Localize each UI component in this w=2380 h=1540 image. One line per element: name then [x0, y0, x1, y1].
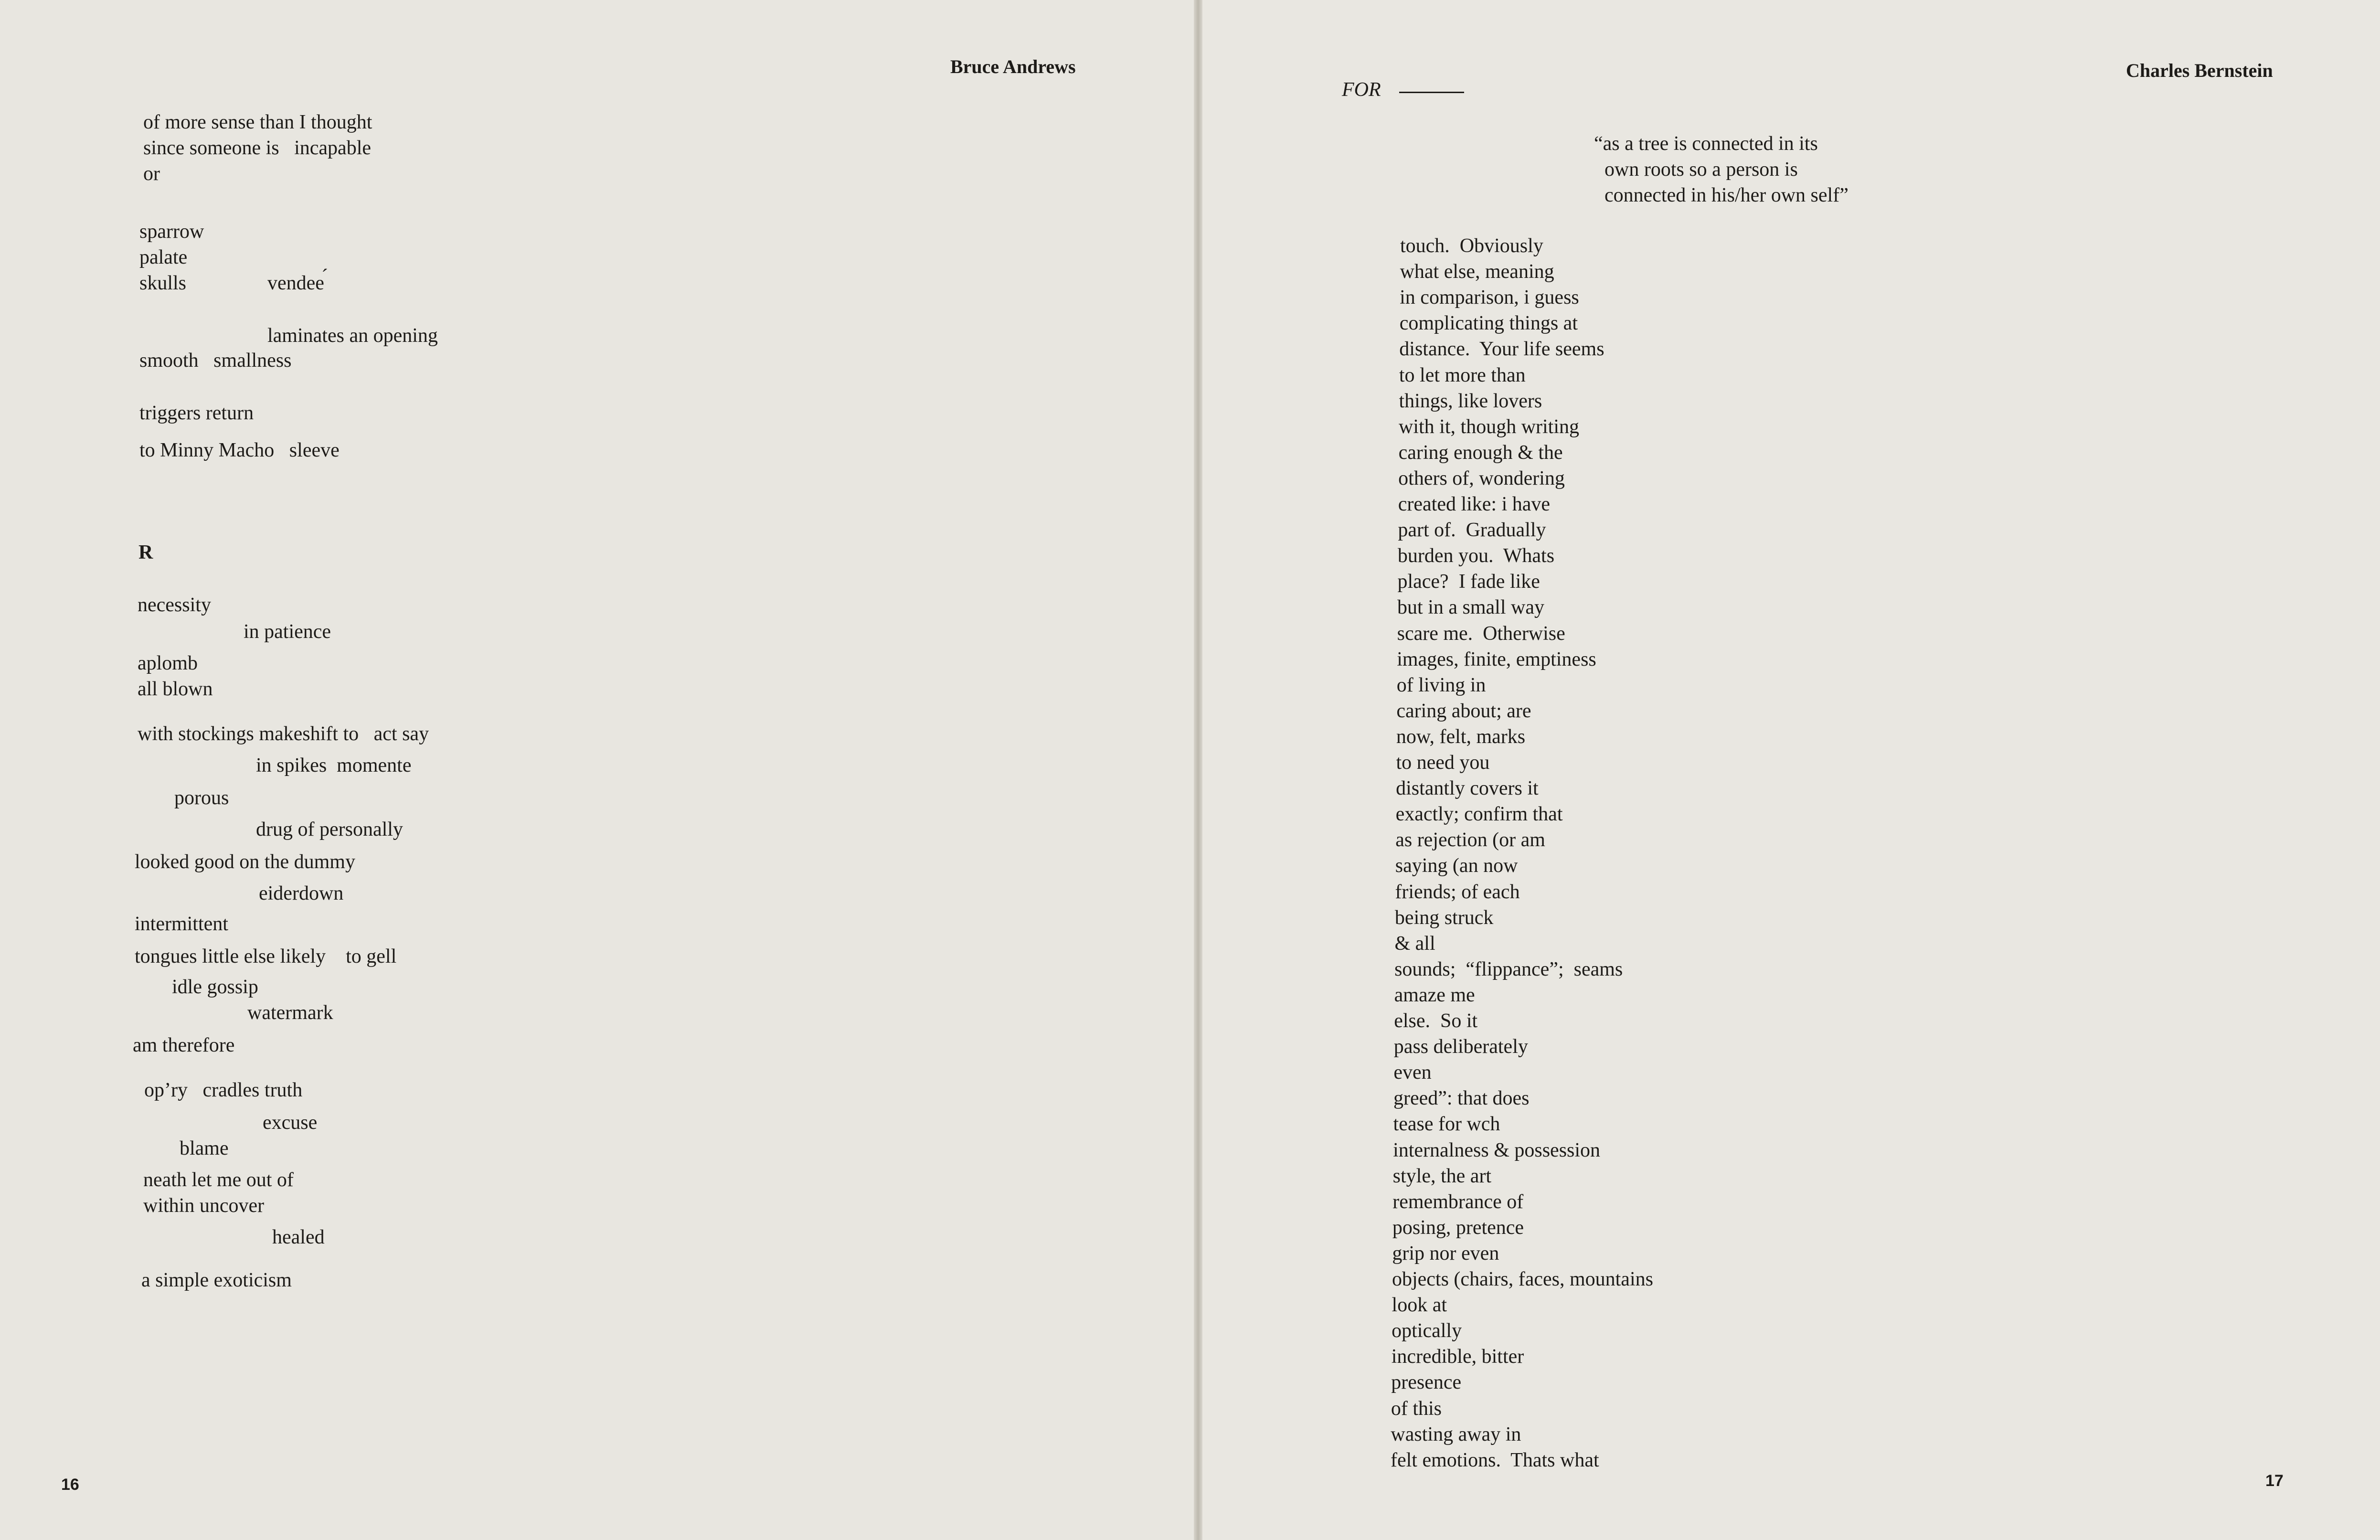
poem-line: with stockings makeshift to act say: [138, 723, 429, 745]
poem-line: since someone is incapable: [143, 137, 372, 159]
poem-line: watermark: [247, 1002, 333, 1024]
poem-line: to Minny Macho sleeve: [139, 439, 340, 461]
poem-line: or: [143, 163, 160, 185]
poem-line: but in a small way: [1397, 596, 1544, 619]
book-gutter: [1194, 0, 1202, 1540]
poem-line: tongues little else likely to gell: [135, 945, 397, 967]
poem-line: in comparison, i guess: [1400, 287, 1579, 309]
poem-text-right: [1202, 0, 2380, 1540]
poem-line: palate: [139, 246, 188, 268]
poem-line: neath let me out of: [143, 1169, 294, 1191]
poem-line: skulls: [139, 272, 187, 294]
poem-line: to let more than: [1399, 364, 1526, 386]
poem-line: posing, pretence: [1392, 1216, 1524, 1239]
poem-line: presence: [1391, 1371, 1462, 1394]
poem-line: images, finite, emptiness: [1397, 648, 1596, 670]
poem-line: things, like lovers: [1399, 390, 1542, 412]
poem-line: op’ry cradles truth: [144, 1079, 303, 1101]
poem-line: of more sense than I thought: [143, 111, 372, 133]
poem-line: am therefore: [133, 1034, 235, 1056]
poem-line: idle gossip: [172, 976, 258, 998]
page-number-right: 17: [2265, 1472, 2284, 1490]
poem-line: caring about; are: [1396, 700, 1531, 722]
section-heading: R: [138, 542, 153, 563]
poem-line: triggers return: [139, 402, 254, 424]
poem-line: of living in: [1396, 674, 1486, 696]
poem-line: friends; of each: [1395, 881, 1520, 903]
poem-line: remembrance of: [1392, 1190, 1524, 1213]
poem-line: aplomb: [138, 652, 198, 674]
poem-line: scare me. Otherwise: [1397, 622, 1565, 645]
poem-line: felt emotions. Thats what: [1391, 1449, 1599, 1471]
vendee-word: vendee: [267, 272, 324, 294]
poem-line: necessity: [138, 594, 211, 616]
poem-line: wasting away in: [1391, 1423, 1521, 1445]
epigraph-line: “as a tree is connected in its: [1594, 133, 1818, 155]
poem-line: a simple exoticism: [141, 1269, 292, 1291]
poem-line: drug of personally: [256, 818, 403, 840]
poem-line: created like: i have: [1398, 493, 1551, 515]
poem-line: exactly; confirm that: [1395, 803, 1563, 826]
poem-line: others of, wondering: [1398, 467, 1565, 489]
poem-line: smooth smallness: [139, 350, 292, 372]
poem-line: within uncover: [143, 1195, 265, 1217]
poem-line: to need you: [1396, 752, 1490, 774]
poem-line: sounds; “flippance”; seams: [1394, 958, 1623, 980]
page-header-author: Bruce Andrews: [950, 56, 1076, 77]
poem-line: place? I fade like: [1397, 571, 1540, 593]
poem-line: being struck: [1394, 906, 1494, 929]
poem-line: tease for wch: [1393, 1113, 1500, 1136]
poem-line: caring enough & the: [1398, 441, 1563, 464]
poem-line: what else, meaning: [1400, 261, 1554, 283]
poem-line: distantly covers it: [1396, 777, 1539, 800]
poem-line: as rejection (or am: [1395, 829, 1545, 851]
poem-line: optically: [1392, 1320, 1462, 1342]
poem-line: all blown: [138, 678, 213, 700]
poem-line: incredible, bitter: [1391, 1346, 1524, 1368]
poem-line: blame: [180, 1137, 229, 1159]
poem-line: sparrow: [139, 221, 204, 243]
poem-line: pass deliberately: [1393, 1036, 1528, 1058]
poem-line: look at: [1392, 1294, 1447, 1317]
poem-line: even: [1393, 1062, 1432, 1084]
poem-line: in spikes momente: [256, 754, 412, 776]
epigraph-line: own roots so a person is: [1604, 159, 1798, 181]
page-number-left: 16: [61, 1476, 79, 1494]
poem-title: FOR: [1342, 79, 1381, 101]
poem-line: healed: [272, 1226, 325, 1248]
poem-line: internalness & possession: [1393, 1139, 1601, 1161]
poem-line: amaze me: [1394, 984, 1475, 1006]
poem-line: objects (chairs, faces, mountains: [1392, 1268, 1653, 1290]
poem-line: of this: [1391, 1397, 1442, 1420]
poem-line: grip nor even: [1392, 1242, 1499, 1264]
poem-line: in patience: [244, 621, 331, 643]
poem-line: eiderdown: [259, 882, 344, 904]
accent-mark: ´: [321, 266, 328, 287]
right-page: [1202, 0, 2380, 1540]
poem-line: part of. Gradually: [1398, 519, 1546, 542]
poem-line-vendee: [267, 266, 331, 294]
poem-line: saying (an now: [1395, 855, 1518, 877]
poem-line: greed”: that does: [1393, 1087, 1530, 1110]
poem-line: intermittent: [135, 913, 228, 935]
poem-line: touch. Obviously: [1400, 235, 1543, 257]
poem-line: now, felt, marks: [1396, 725, 1526, 748]
poem-line: style, the art: [1392, 1165, 1492, 1187]
poem-line: laminates an opening: [267, 325, 438, 347]
poem-line: complicating things at: [1399, 312, 1578, 335]
poem-line: porous: [174, 787, 229, 809]
poem-line: with it, though writing: [1399, 415, 1580, 438]
poem-line: else. So it: [1394, 1010, 1478, 1032]
epigraph-line: connected in his/her own self”: [1604, 184, 1849, 206]
poem-line: excuse: [263, 1112, 318, 1134]
page-header-author: Charles Bernstein: [2126, 60, 2273, 81]
poem-line: burden you. Whats: [1397, 545, 1555, 567]
poem-line: & all: [1394, 932, 1435, 955]
poem-line: looked good on the dummy: [135, 851, 355, 873]
poem-line: distance. Your life seems: [1399, 338, 1604, 361]
